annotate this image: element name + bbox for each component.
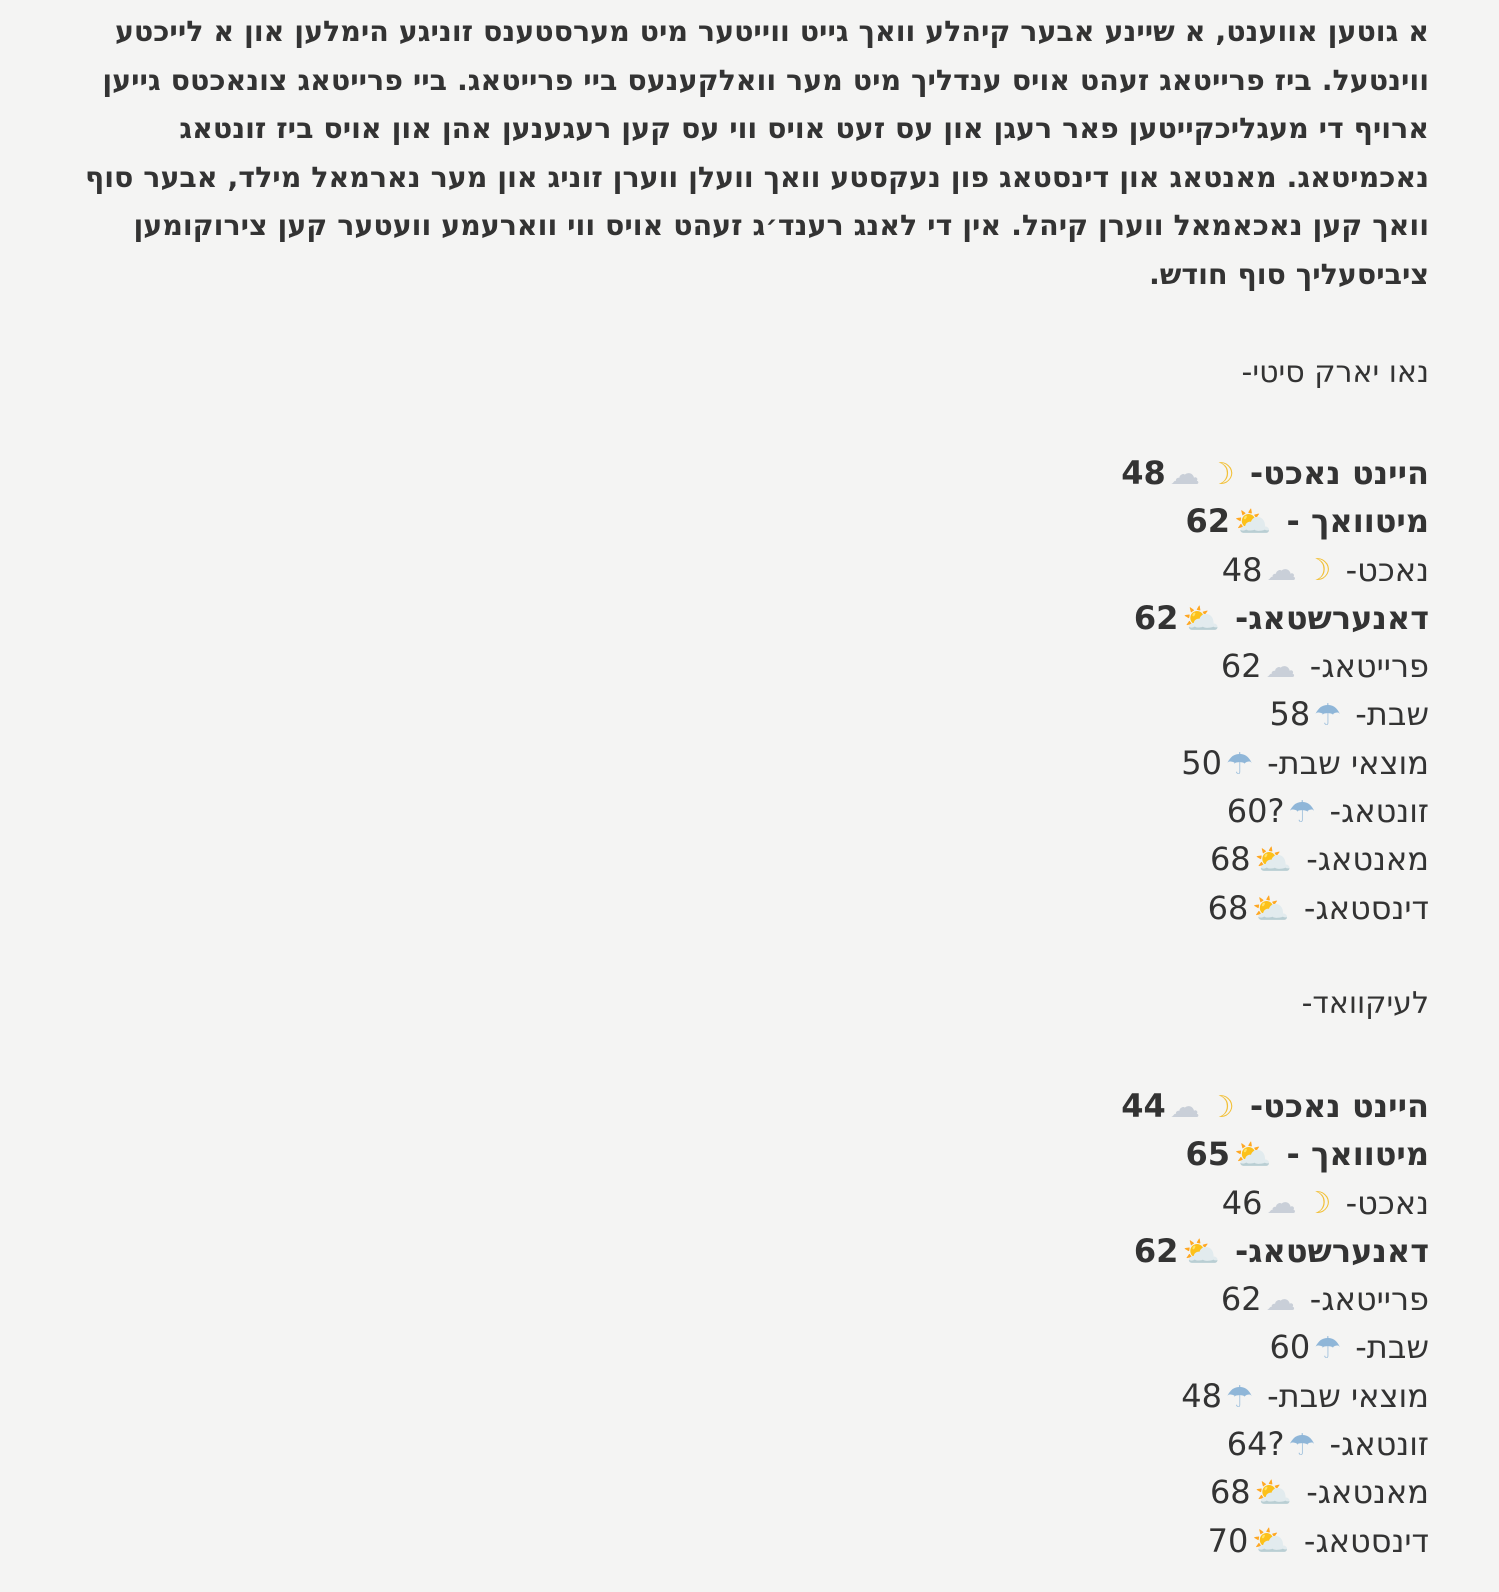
forecast-day-label: שבת- — [1355, 695, 1429, 734]
cloud-icon: ☁ — [1169, 456, 1200, 492]
sun-behind-cloud-icon: ⛅ — [1254, 1476, 1293, 1512]
cloud-icon: ☁ — [1265, 650, 1296, 686]
forecast-temperature: 62 — [1133, 598, 1179, 637]
forecast-day-label: מאנטאג- — [1306, 840, 1429, 879]
crescent-moon-icon: ☽ — [1207, 456, 1235, 492]
cloud-icon: ☁ — [1265, 1283, 1296, 1318]
forecast-row — [80, 1517, 1429, 1565]
sun-behind-cloud-icon: ⛅ — [1234, 1138, 1272, 1174]
forecast-row — [80, 1372, 1429, 1420]
sun-behind-cloud-icon: ⛅ — [1182, 601, 1220, 637]
forecast-row — [80, 835, 1429, 883]
forecast-day-label: מיטוואך - — [1286, 502, 1429, 541]
forecast-day-label: מיטוואך - — [1286, 1135, 1429, 1174]
forecast-day-label: פרייטאג- — [1309, 647, 1429, 686]
forecast-day-label: נאכט- — [1345, 550, 1429, 589]
sun-rain-cloud-icon: ☂ — [1288, 794, 1316, 830]
forecast-temperature: 48 — [1121, 454, 1166, 492]
forecast-day-label: דאנערשטאג- — [1234, 1231, 1429, 1270]
crescent-moon-icon: ☽ — [1304, 553, 1332, 589]
note-content[interactable] — [80, 8, 1429, 1565]
sun-behind-cloud-icon: ⛅ — [1182, 1234, 1220, 1270]
forecast-day-label: שבת- — [1355, 1328, 1429, 1367]
forecast-temperature: 62 — [1133, 1231, 1179, 1270]
forecast-temperature: 46 — [1221, 1183, 1263, 1222]
forecast-day-label: דינסטאג- — [1303, 888, 1429, 927]
city-heading-lakewood: לעיקוואד- — [1301, 985, 1429, 1021]
rain-cloud-icon: ☂ — [1314, 1331, 1342, 1367]
forecast-temperature: 68 — [1209, 840, 1251, 879]
forecast-row — [80, 884, 1429, 932]
forecast-temperature: 68 — [1207, 888, 1249, 927]
forecast-row — [80, 739, 1429, 787]
forecast-row — [80, 1227, 1429, 1275]
forecast-row — [80, 690, 1429, 738]
forecast-temperature: 68 — [1209, 1473, 1251, 1512]
forecast-day-label: מוצאי שבת- — [1267, 743, 1429, 782]
forecast-temperature: 44 — [1121, 1086, 1166, 1125]
forecast-day-label: היינט נאכט- — [1249, 454, 1429, 492]
forecast-row — [80, 1275, 1429, 1323]
crescent-moon-icon: ☽ — [1304, 1186, 1332, 1222]
forecast-row — [80, 1420, 1429, 1468]
forecast-row — [80, 1179, 1429, 1227]
forecast-temperature: 65 — [1185, 1135, 1231, 1174]
rain-cloud-icon: ☂ — [1226, 1379, 1253, 1415]
sun-behind-cloud-icon: ⛅ — [1252, 891, 1290, 927]
rain-cloud-icon: ☂ — [1226, 746, 1253, 782]
forecast-row — [80, 449, 1429, 497]
forecast-day-label: פרייטאג- — [1309, 1280, 1429, 1319]
forecast-row — [80, 546, 1429, 594]
forecast-list-nyc — [80, 449, 1429, 932]
forecast-temperature: 60 — [1269, 1328, 1311, 1367]
crescent-moon-icon: ☽ — [1207, 1089, 1235, 1125]
forecast-temperature: 64? — [1226, 1425, 1285, 1464]
forecast-row — [80, 1323, 1429, 1371]
forecast-row — [80, 1130, 1429, 1178]
forecast-row — [80, 594, 1429, 642]
cloud-icon: ☁ — [1266, 1186, 1297, 1222]
forecast-temperature: 70 — [1207, 1521, 1249, 1560]
forecast-day-label: זונטאג- — [1329, 792, 1429, 831]
sun-behind-cloud-icon: ⛅ — [1252, 1524, 1290, 1560]
forecast-intro: א גוטען אווענט, א שיינע אבער קיהלע וואך גייט ווייטער מיט מערסטענס זוניגע הימלען און א לייכטע ווינטעל. ביז פרייטאג זעהט אויס ענדליך מיט מער וואלקענעס ביי פרייטאג. ביי פרייטאג צונאכטס גייען ארויף די מעגליכקייטען פאר רעגן און עס זעט אויס ווי עס קען רעגענען אהן און אויס ביז זונטאג נאכמיטאג. מאנטאג און דינסטאג פון נעקסטע וואך וועלן ווערן זוניג און מער נארמאל מילד, אבער סוף וואך קען נאכאמאל ווערן קיהל. אין די לאנג רענד׳ג זעהט אויס ווי ווארעמע וועטער קען צירוקומען ציביסעליך סוף חודש. — [84, 15, 1429, 291]
forecast-day-label: דאנערשטאג- — [1234, 598, 1429, 637]
forecast-temperature: 48 — [1221, 550, 1263, 589]
city-heading-nyc: נאו יארק סיטי- — [1241, 355, 1429, 390]
forecast-day-label: מאנטאג- — [1306, 1473, 1429, 1512]
cloud-icon: ☁ — [1169, 1089, 1200, 1125]
forecast-temperature: 62 — [1220, 647, 1262, 686]
forecast-row — [80, 642, 1429, 690]
forecast-day-label: מוצאי שבת- — [1267, 1376, 1429, 1415]
forecast-row — [80, 787, 1429, 835]
sun-behind-cloud-icon: ⛅ — [1234, 505, 1272, 541]
rain-cloud-icon: ☂ — [1314, 698, 1342, 734]
forecast-temperature: 50 — [1181, 743, 1223, 782]
forecast-day-label: דינסטאג- — [1303, 1521, 1429, 1560]
cloud-icon: ☁ — [1266, 553, 1297, 589]
forecast-row — [80, 1082, 1429, 1130]
forecast-day-label: זונטאג- — [1329, 1425, 1429, 1464]
forecast-temperature: 60? — [1226, 792, 1285, 831]
forecast-row — [80, 1468, 1429, 1516]
sun-rain-cloud-icon: ☂ — [1288, 1427, 1316, 1463]
forecast-list-lakewood — [80, 1082, 1429, 1565]
forecast-day-label: נאכט- — [1345, 1183, 1429, 1222]
forecast-row — [80, 497, 1429, 545]
forecast-temperature: 48 — [1181, 1376, 1223, 1415]
forecast-day-label: היינט נאכט- — [1249, 1086, 1429, 1125]
forecast-temperature: 62 — [1185, 502, 1231, 541]
forecast-temperature: 58 — [1269, 695, 1311, 734]
sun-behind-cloud-icon: ⛅ — [1254, 843, 1293, 879]
forecast-temperature: 62 — [1220, 1280, 1262, 1319]
